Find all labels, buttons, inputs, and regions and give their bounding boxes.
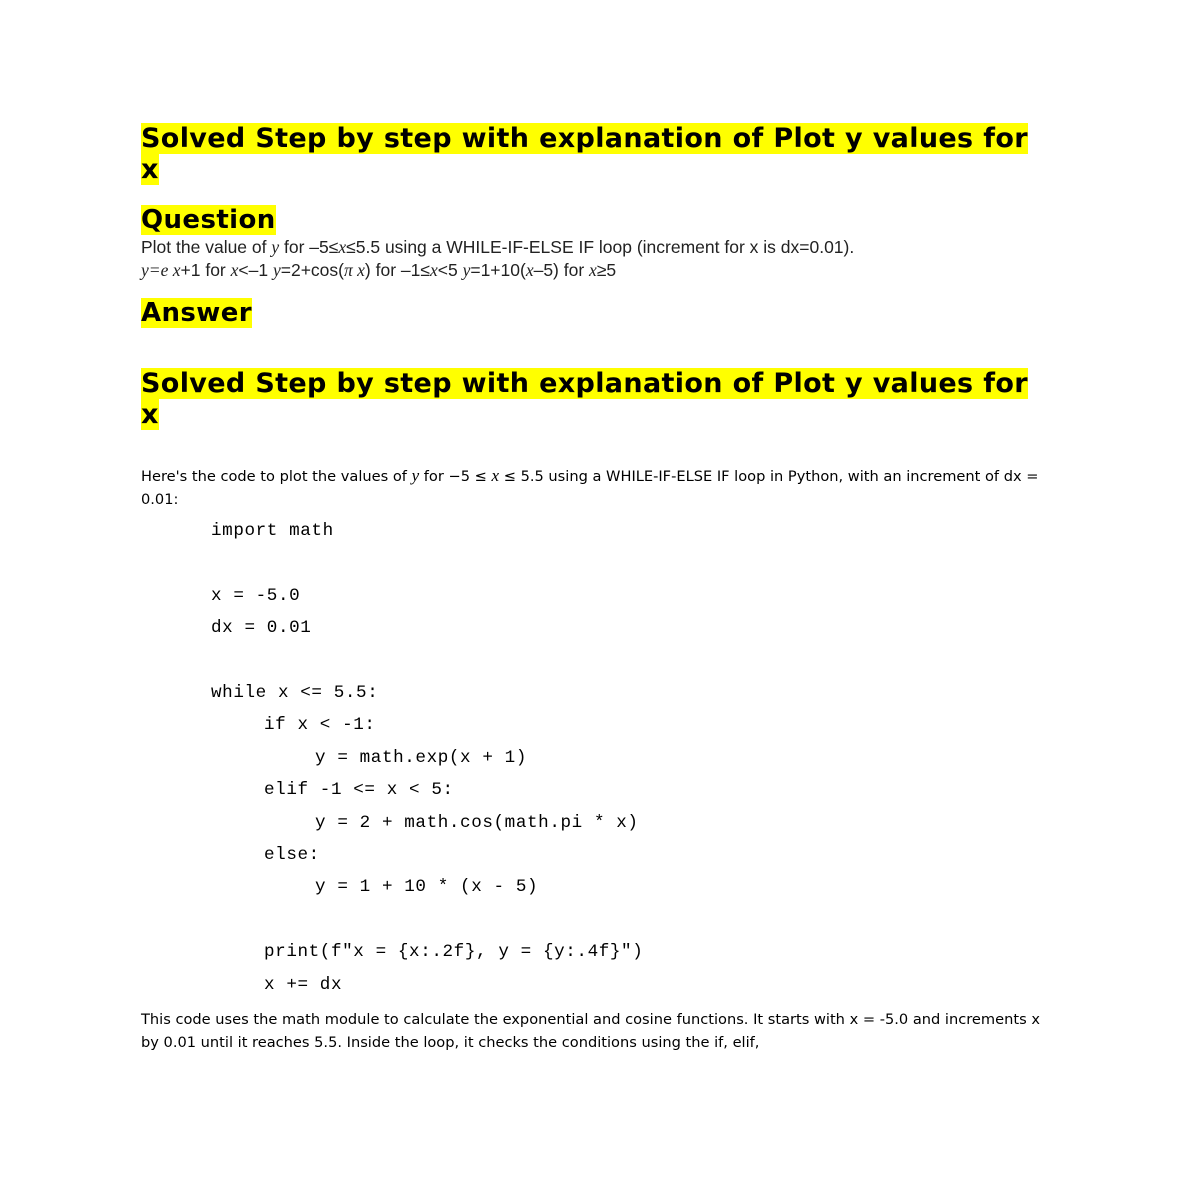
code-line-print: print(f"x = {x:.2f}, y = {y:.4f}") [264, 942, 644, 962]
answer-title-text: Solved Step by step with explanation of Plot y values for x [141, 368, 1028, 430]
intro-paragraph: Here's the code to plot the values of y for −5 ≤ x ≤ 5.5 using a WHILE-IF-ELSE IF loop in Python, with an increment of dx = 0.01: [141, 466, 1039, 508]
answer-heading [141, 298, 252, 328]
explanation-paragraph: This code uses the math module to calculate the exponential and cosine functions. It starts with x = -5.0 and increments x by 0.01 until it reaches 5.5. Inside the loop, it checks the conditions using the if, elif, [141, 1011, 1040, 1051]
question-text: Plot the value of y for –5≤x≤5.5 using a WHILE-IF-ELSE IF loop (increment for x is dx=0.01). y=e x+1 for x<–1 y=2+cos(π x) for –1≤x<5 y=1+10(x–5) for x≥5 [141, 237, 855, 280]
code-line-linear: y = 1 + 10 * (x - 5) [315, 877, 539, 897]
code-line-dx-init: dx = 0.01 [211, 618, 312, 638]
code-line-cos: y = 2 + math.cos(math.pi * x) [315, 813, 639, 833]
code-line-elif: elif -1 <= x < 5: [264, 780, 454, 800]
page-title-text: Solved Step by step with explanation of Plot y values for x [141, 123, 1028, 185]
code-line-while: while x <= 5.5: [211, 683, 379, 703]
code-line-else: else: [264, 845, 320, 865]
code-line-import: import math [211, 521, 334, 541]
code-line-increment: x += dx [264, 975, 343, 995]
code-line-exp: y = math.exp(x + 1) [315, 748, 528, 768]
code-line-x-init: x = -5.0 [211, 586, 301, 606]
question-heading [141, 205, 276, 235]
answer-heading-text: Answer [141, 298, 252, 328]
question-heading-text: Question [141, 205, 276, 235]
page-title [141, 124, 1041, 185]
code-line-if: if x < -1: [264, 715, 376, 735]
answer-title [141, 369, 1041, 430]
